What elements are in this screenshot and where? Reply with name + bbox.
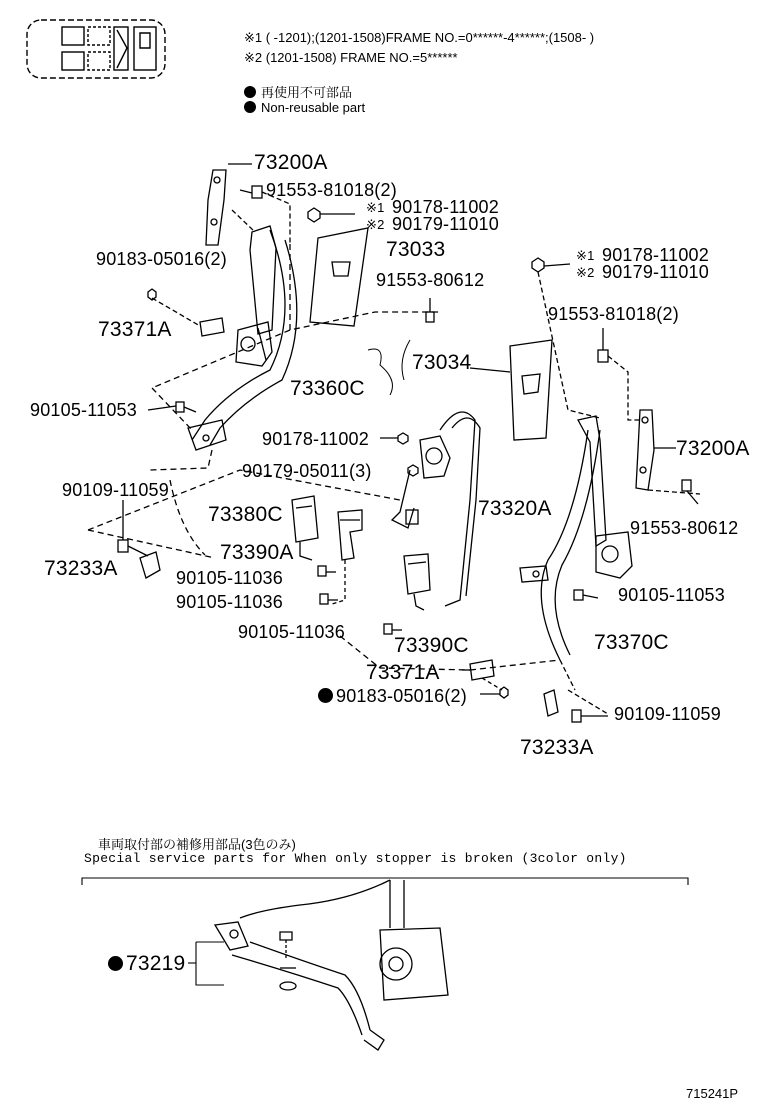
mark1-top: ※1 bbox=[366, 200, 385, 215]
legend-en-text: Non-reusable part bbox=[261, 100, 366, 115]
label-91553-81018-top: 91553-81018(2) bbox=[266, 180, 397, 200]
label-73371A-left: 73371A bbox=[98, 318, 172, 341]
label-73200A-top: 73200A bbox=[254, 151, 328, 174]
label-91553-80612-mid: 91553-80612 bbox=[376, 270, 485, 290]
label-90109-11059-left: 90109-11059 bbox=[62, 480, 169, 500]
label-73233A-right: 73233A bbox=[520, 736, 594, 759]
legend-jp bbox=[244, 82, 352, 101]
label-90105-11053-left: 90105-11053 bbox=[30, 400, 137, 420]
label-73219-text: 73219 bbox=[126, 952, 186, 975]
label-91553-81018-right: 91553-81018(2) bbox=[548, 304, 679, 324]
service-title-jp: 車両取付部の補修用部品(3色のみ) bbox=[98, 837, 296, 852]
label-90183-05016-left: 90183-05016(2) bbox=[96, 249, 227, 269]
label-90105-11053-right: 90105-11053 bbox=[618, 585, 725, 605]
label-73360C: 73360C bbox=[290, 377, 365, 400]
label-73380C: 73380C bbox=[208, 503, 283, 526]
non-reusable-dot-icon bbox=[244, 86, 256, 98]
mark2-top: ※2 bbox=[366, 217, 385, 232]
frame-note-2: ※2 (1201-1508) FRAME NO.=5****** bbox=[244, 50, 458, 65]
label-90105-11036-a: 90105-11036 bbox=[176, 568, 283, 588]
legend-jp-text: 再使用不可部品 bbox=[261, 85, 353, 100]
legend-en bbox=[244, 100, 365, 115]
label-73033: 73033 bbox=[386, 238, 446, 261]
label-91553-80612-right: 91553-80612 bbox=[630, 518, 739, 538]
non-reusable-dot-icon bbox=[318, 688, 333, 703]
non-reusable-dot-icon bbox=[244, 101, 256, 113]
mark1-right: ※1 bbox=[576, 248, 595, 263]
label-73390C: 73390C bbox=[394, 634, 469, 657]
label-90178-11002-mid: 90178-11002 bbox=[262, 429, 369, 449]
label-90179-11010-top: 90179-11010 bbox=[392, 214, 499, 234]
label-90105-11036-c: 90105-11036 bbox=[238, 622, 345, 642]
label-73390A: 73390A bbox=[220, 541, 294, 564]
label-90183-05016-mid bbox=[318, 686, 467, 707]
label-73233A-left: 73233A bbox=[44, 557, 118, 580]
label-73320A: 73320A bbox=[478, 497, 552, 520]
label-90178-11002-top: 90178-11002 bbox=[392, 197, 499, 217]
mark2-right: ※2 bbox=[576, 265, 595, 280]
service-title-en: Special service parts for When only stopper is broken (3color only) bbox=[84, 851, 627, 866]
label-73200A-right: 73200A bbox=[676, 437, 750, 460]
label-90105-11036-b: 90105-11036 bbox=[176, 592, 283, 612]
frame-note-1: ※1 ( -1201);(1201-1508)FRAME NO.=0******-4******;(1508- ) bbox=[244, 30, 595, 45]
label-90179-11010-right: 90179-11010 bbox=[602, 262, 709, 282]
label-73034: 73034 bbox=[412, 351, 472, 374]
label-90178-11002-right: 90178-11002 bbox=[602, 245, 709, 265]
seat-layout-icon bbox=[27, 20, 165, 78]
label-90179-05011: 90179-05011(3) bbox=[242, 461, 372, 481]
label-90109-11059-right: 90109-11059 bbox=[614, 704, 721, 724]
non-reusable-dot-icon bbox=[108, 956, 123, 971]
label-73370C: 73370C bbox=[594, 631, 669, 654]
diagram-code: 715241P bbox=[686, 1086, 739, 1101]
label-73371A-mid: 73371A bbox=[366, 661, 440, 684]
label-73219 bbox=[108, 952, 185, 976]
label-90183-05016-mid-text: 90183-05016(2) bbox=[336, 686, 467, 706]
